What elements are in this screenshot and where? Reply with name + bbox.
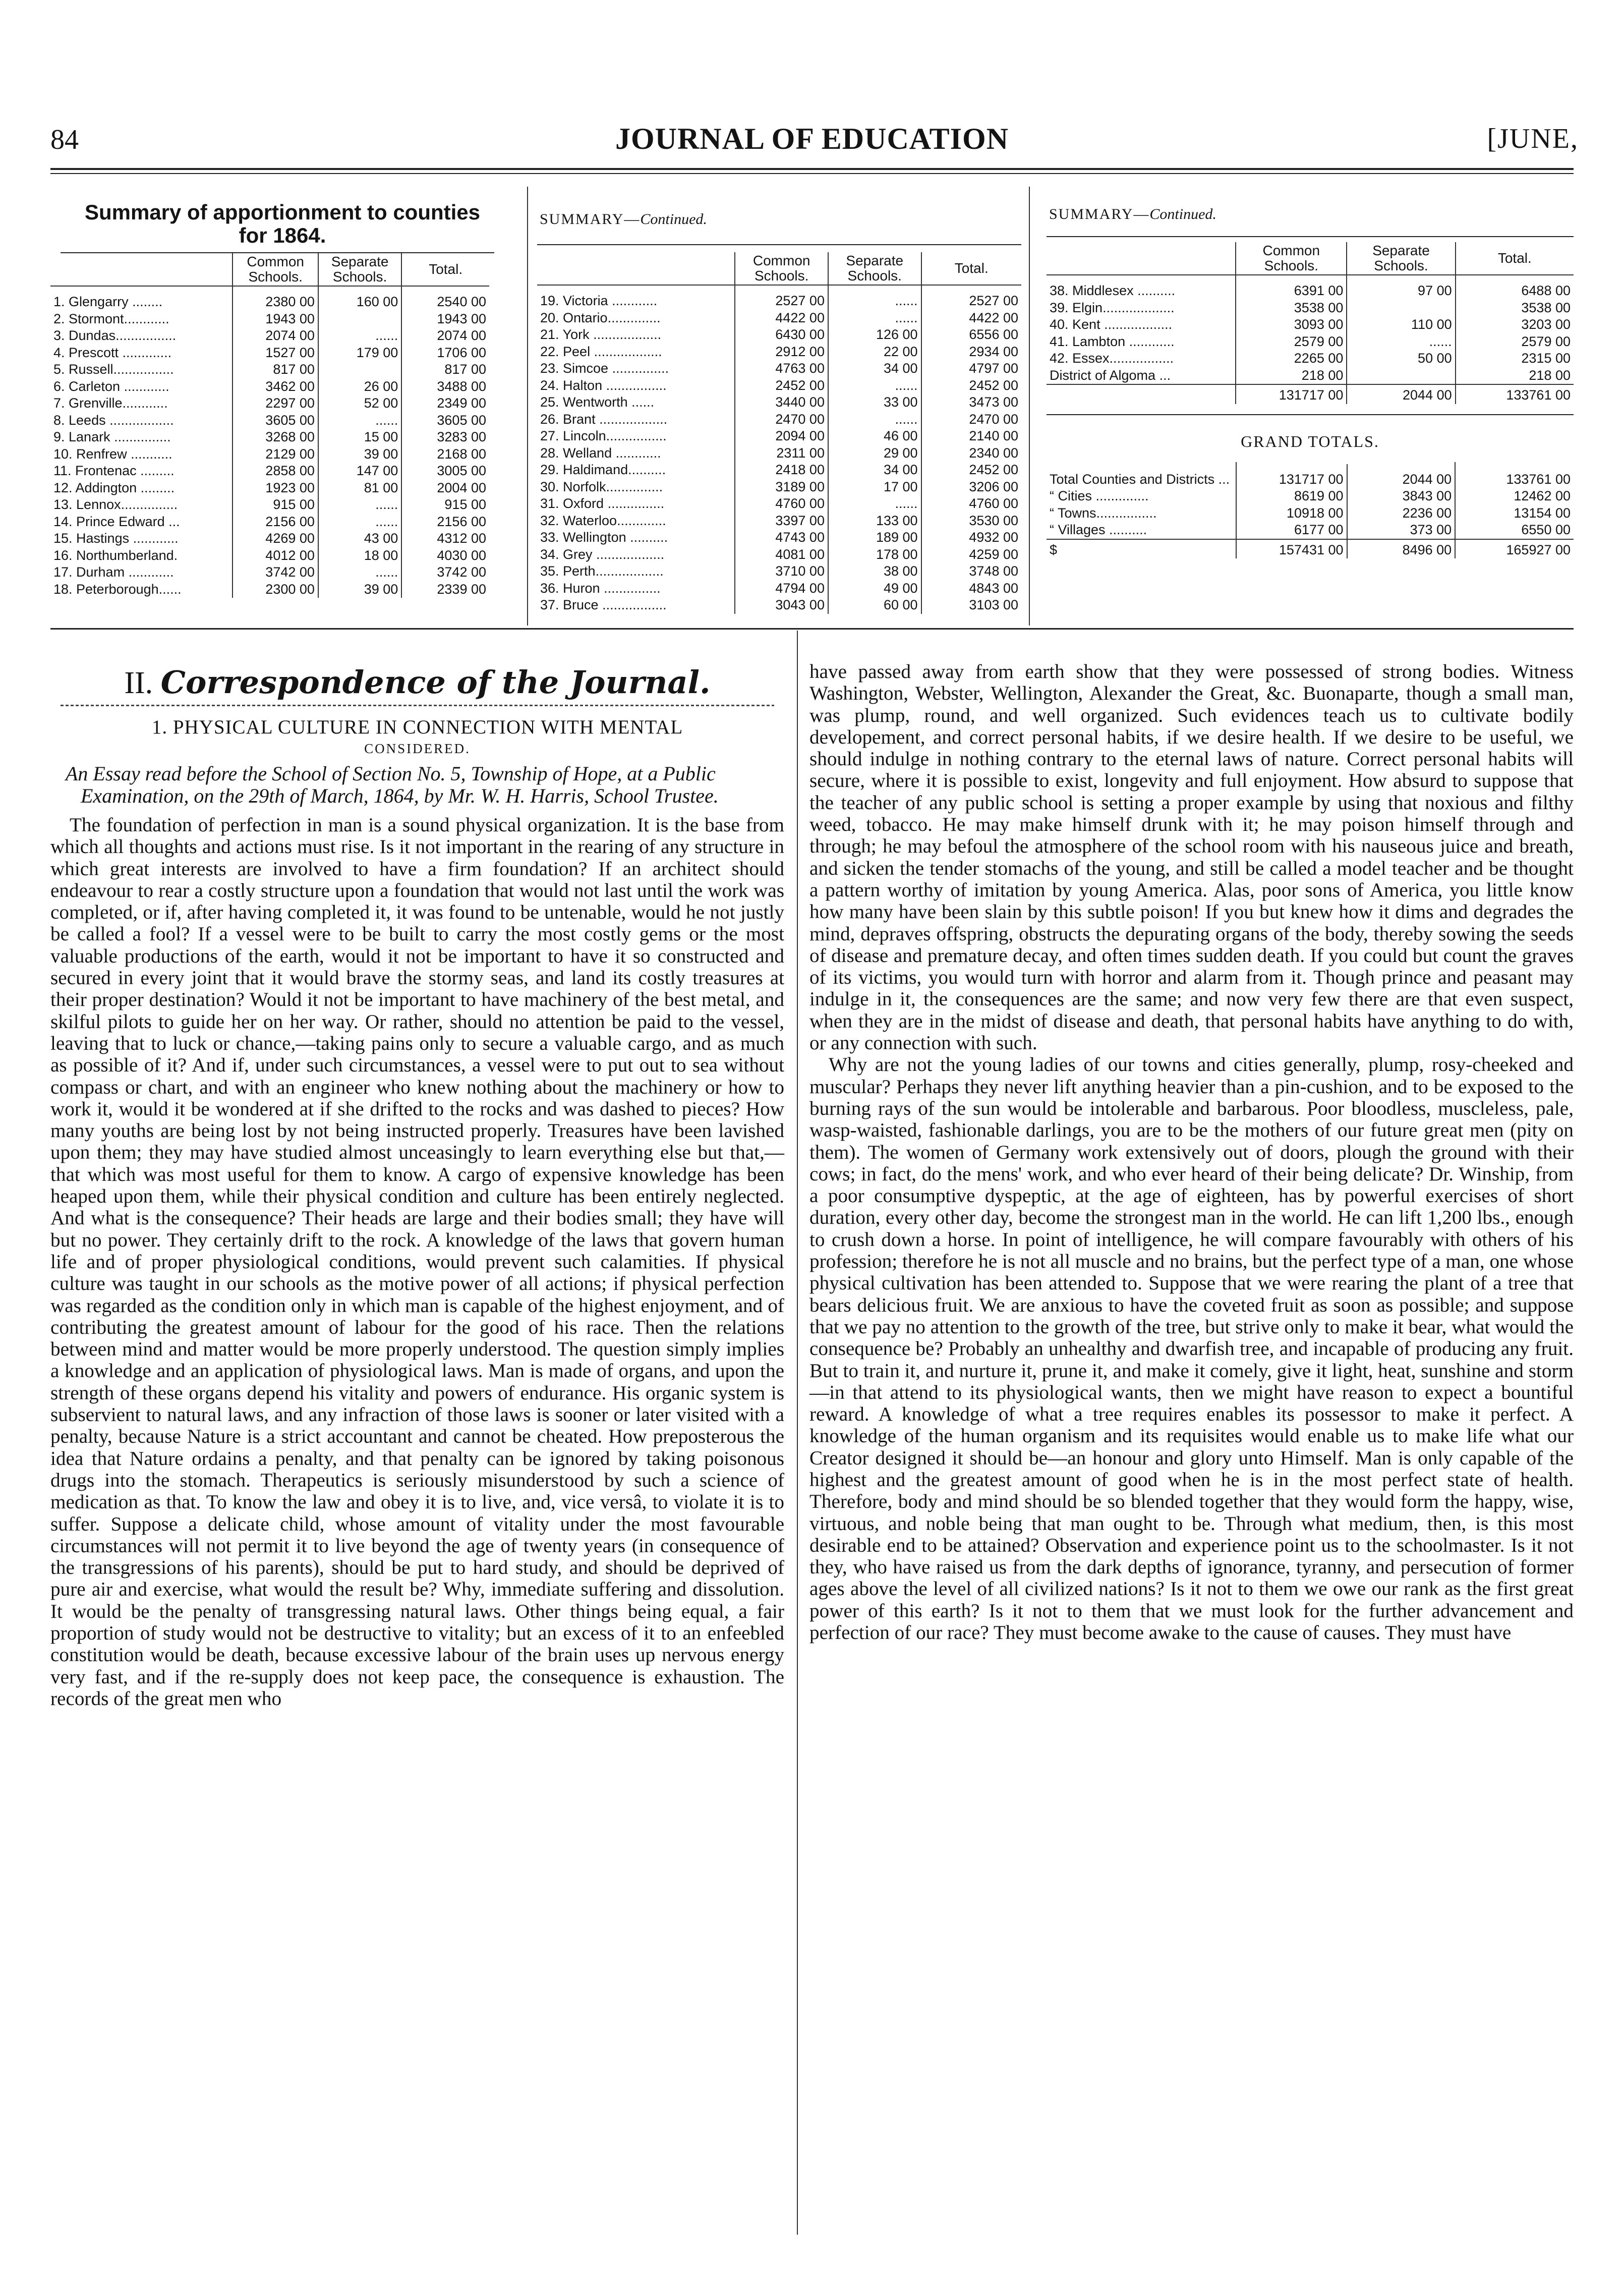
cell-value: 3605 00 <box>401 412 489 429</box>
table-row <box>1047 367 1574 385</box>
cell-value: 3742 00 <box>401 564 489 581</box>
cell-value: 12462 00 <box>1455 488 1574 505</box>
col-separate: Separate Schools. <box>1347 242 1455 275</box>
cell-value: 34 00 <box>828 360 921 377</box>
cell-value: 218 00 <box>1456 367 1574 385</box>
table-row <box>1047 539 1574 559</box>
cell-value: ...... <box>318 564 401 581</box>
row-label: 38. Middlesex .......... <box>1050 283 1176 298</box>
row-label: 9. Lanark ............... <box>53 429 171 444</box>
row-label: 21. York .................. <box>540 327 662 342</box>
cell-value: 46 00 <box>828 428 921 445</box>
cell-value: 4794 00 <box>735 580 828 597</box>
row-label: 22. Peel .................. <box>540 344 662 359</box>
cell-value: 8619 00 <box>1236 488 1347 505</box>
row-label: 30. Norfolk............... <box>540 479 663 494</box>
cell-value: 2074 00 <box>233 327 318 345</box>
cell-value: 915 00 <box>401 496 489 514</box>
cell-value: 2297 00 <box>233 395 318 412</box>
row-label: 26. Brant .................. <box>540 411 668 427</box>
table-row <box>537 495 1021 513</box>
table-row <box>537 360 1021 377</box>
cell-value: ...... <box>828 285 921 310</box>
cell-value <box>318 361 401 378</box>
table-row <box>537 344 1021 361</box>
cell-value: 2470 00 <box>921 411 1021 428</box>
cell-value: 3440 00 <box>735 394 828 411</box>
cell-value: 2452 00 <box>921 377 1021 394</box>
cell-value: 3203 00 <box>1456 316 1574 333</box>
cell-value: 15 00 <box>318 429 401 446</box>
left-column <box>50 661 784 1710</box>
cell-value: 2311 00 <box>735 445 828 462</box>
cell-value: 50 00 <box>1347 350 1455 367</box>
cell-value: 2452 00 <box>921 462 1021 479</box>
cell-value <box>1347 300 1455 317</box>
table-2-title: SUMMARY—Continued. <box>540 211 707 228</box>
cell-value: 3473 00 <box>921 394 1021 411</box>
cell-value: 4422 00 <box>921 310 1021 327</box>
row-label: 31. Oxford ............... <box>540 496 665 511</box>
cell-value: 3843 00 <box>1347 488 1456 505</box>
row-label: 23. Simcoe ............... <box>540 361 669 376</box>
cell-value: ...... <box>318 514 401 531</box>
cell-value: 52 00 <box>318 395 401 412</box>
cell-value: 4269 00 <box>233 530 318 547</box>
cell-value: 6550 00 <box>1455 522 1574 539</box>
cell-value: 131717 00 <box>1236 464 1347 488</box>
table-row <box>537 310 1021 327</box>
row-label: 11. Frontenac ......... <box>53 463 175 478</box>
cell-value: 133761 00 <box>1456 384 1574 404</box>
table-divider <box>1029 187 1030 626</box>
row-label: 41. Lambton ............ <box>1050 333 1175 349</box>
cell-value: 218 00 <box>1236 367 1347 385</box>
cell-value: 2527 00 <box>921 285 1021 310</box>
cell-value: 179 00 <box>318 345 401 362</box>
table-row <box>50 412 489 429</box>
cell-value: ...... <box>828 377 921 394</box>
row-label: 2. Stormont............ <box>53 311 169 326</box>
cell-value: 2349 00 <box>401 395 489 412</box>
cell-value: 3103 00 <box>921 597 1021 614</box>
table-row <box>50 345 489 362</box>
row-label: 42. Essex................. <box>1050 351 1174 366</box>
cell-value: 1943 00 <box>401 311 489 328</box>
cell-value: 6177 00 <box>1236 522 1347 539</box>
cell-value: 147 00 <box>318 463 401 480</box>
cell-value: 81 00 <box>318 480 401 497</box>
row-label: 40. Kent .................. <box>1050 317 1173 332</box>
table-row <box>537 479 1021 496</box>
row-label: 12. Addington ......... <box>53 480 175 495</box>
cell-value: 3268 00 <box>233 429 318 446</box>
cell-value: 2265 00 <box>1236 350 1347 367</box>
cell-value <box>1347 367 1455 385</box>
col-common: Common Schools. <box>735 252 828 285</box>
issue-month: [JUNE, <box>1487 123 1579 154</box>
cell-value: 49 00 <box>828 580 921 597</box>
cell-value: 6391 00 <box>1236 275 1347 300</box>
cell-value: 2140 00 <box>921 428 1021 445</box>
cell-value: 2380 00 <box>233 286 318 311</box>
left-body <box>50 814 784 1710</box>
row-label: 20. Ontario.............. <box>540 310 661 325</box>
table-row <box>50 378 489 395</box>
cell-value: 43 00 <box>318 530 401 547</box>
cell-value: 3748 00 <box>921 563 1021 580</box>
cell-value: 1527 00 <box>233 345 318 362</box>
row-label: 14. Prince Edward ... <box>53 514 180 529</box>
section-rule <box>50 628 1574 630</box>
row-label: 28. Welland ............ <box>540 445 661 461</box>
table-row <box>50 327 489 345</box>
cell-value: 2044 00 <box>1347 384 1455 404</box>
cell-value: 3462 00 <box>233 378 318 395</box>
cell-value: 2340 00 <box>921 445 1021 462</box>
cell-value: 133 00 <box>828 513 921 530</box>
table-row <box>537 326 1021 344</box>
cell-value: 2540 00 <box>401 286 489 311</box>
section-title: Correspondence of the Journal. <box>160 664 711 701</box>
page-header <box>50 122 1579 159</box>
right-body <box>809 661 1574 1643</box>
cell-value: 26 00 <box>318 378 401 395</box>
cell-value: 2074 00 <box>401 327 489 345</box>
cell-value: 2300 00 <box>233 581 318 598</box>
table-1-title: Summary of apportionment to counties for 1864. <box>84 200 481 247</box>
cell-value: 3005 00 <box>401 463 489 480</box>
cell-value: 2156 00 <box>401 514 489 531</box>
row-label: 25. Wentworth ...... <box>540 394 655 410</box>
table-row <box>537 377 1021 394</box>
cell-value: 3397 00 <box>735 513 828 530</box>
table-row <box>537 580 1021 597</box>
table-row <box>50 581 489 598</box>
cell-value: 6556 00 <box>921 326 1021 344</box>
cell-value: 2934 00 <box>921 344 1021 361</box>
column-divider <box>797 631 798 2235</box>
cell-value: 1923 00 <box>233 480 318 497</box>
col-common: Common Schools. <box>1236 242 1347 275</box>
table-row <box>537 428 1021 445</box>
row-label: Total Counties and Districts ... <box>1050 471 1230 487</box>
cell-value: 915 00 <box>233 496 318 514</box>
cell-value: 4932 00 <box>921 529 1021 546</box>
cell-value: 39 00 <box>318 581 401 598</box>
row-label: 5. Russell................ <box>53 362 174 377</box>
cell-value: 2912 00 <box>735 344 828 361</box>
body-paragraph: Why are not the young ladies of our towns and cities generally, plump, rosy-cheeked and muscular? Perhaps they never lift anything heavier than a pin-cushion, and to be exposed to the burning rays of the sun would be intolerable and barbarous. Poor bloodless, muscleless, pale, wasp-waisted, fashionable darlings, you are to be the mothers of our future great men (pity on them). The women of Germany work extensively out of doors, plough the ground with their cows; in fact, do the mens' work, and who ever heard of their being delicate? Dr. Winship, from a poor consumptive dyspeptic, at the age of eighteen, has by powerful exercises of short duration, every other day, become the strongest man in the world. He can lift 1,200 lbs., enough to crush down a horse. In point of intelligence, he will compare favourably with others of his profession; therefore he is not all muscle and no brains, but the perfect type of a man, one whose physical cultivation has been attended to. Suppose that we were rearing the plant of a tree that bears delicious fruit. We are anxious to have the coveted fruit as soon as possible; and suppose that we pay no attention to the growth of the tree, but strive only to make it bear, what would the consequence be? Probably an unhealthy and dwarfish tree, and incapable of producing any fruit. But to train it, and nurture it, prune it, and make it comely, give it light, heat, sunshine and storm—in that attend to its physiological wants, then we might have reason to expect a bountiful reward. A knowledge of what a tree requires enables its possessor to make it perfect. A knowledge of the human organism and its requisites would enable us to make life what our Creator designed it should be—an honour and glory unto Himself. Man is only capable of the highest and the greatest amount of good when he is in the most perfect state of health. Therefore, body and mind should be so blended together that they would form the happy, wise, virtuous, and noble being that man ought to be. Through what medium, then, is this most desirable end to be attained? Observation and experience point us to the schoolmaster. Is it not they, who have raised us from the dark depths of ignorance, tyranny, and persecution of former ages above the level of all civilized nations? Is it not to them we owe our rank as the first great power of this earth? Is it not to them that we must look for the further advancement and perfection of our race? They must become awake to the cause of causes. They must have <box>809 1054 1574 1644</box>
table-row <box>537 285 1021 310</box>
apportionment-table-1 <box>50 187 514 598</box>
cell-value: ...... <box>828 411 921 428</box>
cell-value: 4797 00 <box>921 360 1021 377</box>
cell-value: 2156 00 <box>233 514 318 531</box>
table-row <box>537 563 1021 580</box>
cell-value: 2094 00 <box>735 428 828 445</box>
cell-value: 2579 00 <box>1456 333 1574 351</box>
cell-value: 3206 00 <box>921 479 1021 496</box>
table-row <box>537 513 1021 530</box>
cell-value: 110 00 <box>1347 316 1455 333</box>
col-total: Total. <box>1456 242 1574 275</box>
table-row <box>537 597 1021 614</box>
cell-value: 3043 00 <box>735 597 828 614</box>
body-paragraph: have passed away from earth show that they were possessed of strong bodies. Witness Washington, Webster, Wellington, Alexander the Great, &c. Buonaparte, though a small man, was plump, round, and well organized. Such evidences teach us to cultivate bodily developement, and correct personal habits, if we desire health. If we desire to be useful, we should indulge in nothing contrary to the eternal laws of nature. Correct personal habits will secure, where it is possible to exist, longevity and full enjoyment. How absurd to suppose that the teacher of any public school is setting a proper example by using that noxious and filthy weed, tobacco. He may make himself drunk with it; he may poison himself through and through; he may befoul the atmosphere of the school room with his nauseous juice and breath, and sicken the tender stomachs of the young, and still be called a model teacher and be thought a pattern worthy of imitation by young America. Alas, poor sons of America, you little know how many have been slain by this subtle poison! If you but knew how it dims and degrades the mind, depraves offspring, obstructs the depurating organs of the body, thereby sowing the seeds of disease and premature decay, and often times sudden death. If you could but count the graves of its victims, you would turn with horror and alarm from it. Though prince and peasant may indulge in it, the consequences are the same; and now very few there are that even suspect, when they are in the midst of disease and death, that personal habits have anything to do with, or any connection with such. <box>809 661 1574 1054</box>
row-label: 39. Elgin................... <box>1050 300 1175 315</box>
cell-value: 3488 00 <box>401 378 489 395</box>
cell-value: 3710 00 <box>735 563 828 580</box>
cell-value: 4259 00 <box>921 546 1021 563</box>
cell-value: 157431 00 <box>1236 539 1347 559</box>
cell-value: 3538 00 <box>1236 300 1347 317</box>
cell-value: 4843 00 <box>921 580 1021 597</box>
col-total: Total. <box>401 253 489 286</box>
cell-value: 17 00 <box>828 479 921 496</box>
table-divider <box>527 187 528 626</box>
col-common: Common Schools. <box>233 253 318 286</box>
cell-value: 178 00 <box>828 546 921 563</box>
table-2 <box>537 252 1021 614</box>
row-label: 17. Durham ............ <box>53 564 174 580</box>
cell-value: ...... <box>828 495 921 513</box>
table-row <box>1047 300 1574 317</box>
section-heading <box>50 665 784 701</box>
cell-value: 3605 00 <box>233 412 318 429</box>
cell-value: 2470 00 <box>735 411 828 428</box>
cell-value: 4030 00 <box>401 547 489 564</box>
cell-value: ...... <box>318 412 401 429</box>
table-row <box>537 462 1021 479</box>
cell-value: 2339 00 <box>401 581 489 598</box>
journal-title: JOURNAL OF EDUCATION <box>615 122 1009 155</box>
cell-value: 3189 00 <box>735 479 828 496</box>
article-byline: An Essay read before the School of Section No. 5, Township of Hope, at a Public Examination, on the 29th of March, 1864, by Mr. W. H. Harris, School Trustee. <box>66 762 719 807</box>
apportionment-table-3 <box>1047 187 1574 558</box>
cell-value: 13154 00 <box>1455 505 1574 522</box>
article-title: 1. PHYSICAL CULTURE IN CONNECTION WITH MENTAL <box>151 716 683 738</box>
row-label: “ Towns................ <box>1050 505 1157 521</box>
cell-value: 4760 00 <box>921 495 1021 513</box>
cell-value: 6430 00 <box>735 326 828 344</box>
cell-value: 2044 00 <box>1347 464 1456 488</box>
table-1 <box>50 253 489 598</box>
cell-value: 60 00 <box>828 597 921 614</box>
cell-value: 4760 00 <box>735 495 828 513</box>
cell-value: 29 00 <box>828 445 921 462</box>
table-row <box>1047 464 1574 488</box>
table-row <box>1047 505 1574 522</box>
cell-value: ...... <box>318 327 401 345</box>
cell-value: 22 00 <box>828 344 921 361</box>
grand-rule <box>1047 414 1574 415</box>
table-row <box>50 564 489 581</box>
table-row <box>50 463 489 480</box>
table-row <box>50 311 489 328</box>
cell-value: 6488 00 <box>1456 275 1574 300</box>
cell-value: 131717 00 <box>1236 384 1347 404</box>
right-column <box>809 661 1574 1643</box>
cell-value: 189 00 <box>828 529 921 546</box>
article-subtitle: CONSIDERED. <box>364 741 471 756</box>
row-label: 6. Carleton ............ <box>53 378 169 394</box>
table-2-title-rule <box>537 244 1021 245</box>
col-total: Total. <box>921 252 1021 285</box>
table-row <box>50 395 489 412</box>
cell-value <box>318 311 401 328</box>
row-label: 16. Northumberland. <box>53 547 178 563</box>
cell-value: 2858 00 <box>233 463 318 480</box>
table-row <box>1047 350 1574 367</box>
row-label: 1. Glengarry ........ <box>53 294 163 309</box>
table-row <box>537 411 1021 428</box>
cell-value: 2527 00 <box>735 285 828 310</box>
cell-value: 33 00 <box>828 394 921 411</box>
row-label: 13. Lennox............... <box>53 497 178 512</box>
cell-value: ...... <box>318 496 401 514</box>
table-row <box>50 480 489 497</box>
table-row <box>1047 316 1574 333</box>
cell-value: 2168 00 <box>401 446 489 463</box>
table-row <box>50 514 489 531</box>
table-row <box>1047 275 1574 300</box>
grand-totals-table <box>1047 462 1574 559</box>
cell-value: 2236 00 <box>1347 505 1456 522</box>
cell-value: 160 00 <box>318 286 401 311</box>
cell-value: 3530 00 <box>921 513 1021 530</box>
row-label: 32. Waterloo............. <box>540 513 666 528</box>
row-label: 33. Wellington .......... <box>540 530 668 545</box>
cell-value: 126 00 <box>828 326 921 344</box>
row-label: 34. Grey .................. <box>540 546 665 562</box>
cell-value: 817 00 <box>233 361 318 378</box>
row-label: 7. Grenville............ <box>53 395 168 411</box>
table-row <box>537 445 1021 462</box>
cell-value: 1706 00 <box>401 345 489 362</box>
row-label: “ Villages .......... <box>1050 522 1147 537</box>
table-row <box>50 361 489 378</box>
cell-value: 4743 00 <box>735 529 828 546</box>
cell-value: 373 00 <box>1347 522 1456 539</box>
cell-value: 2129 00 <box>233 446 318 463</box>
cell-value: 10918 00 <box>1236 505 1347 522</box>
apportionment-table-2 <box>537 187 1021 614</box>
row-label: 29. Haldimand.......... <box>540 462 666 477</box>
table-3 <box>1047 242 1574 404</box>
row-label: 37. Bruce ................. <box>540 597 667 612</box>
ornamental-rule <box>61 705 774 706</box>
row-label: 27. Lincoln................ <box>540 428 667 443</box>
cell-value: 18 00 <box>318 547 401 564</box>
cell-value: ...... <box>1347 333 1455 351</box>
table-row <box>537 529 1021 546</box>
table-row <box>537 394 1021 411</box>
table-3-title: SUMMARY—Continued. <box>1049 206 1216 222</box>
body-paragraph: The foundation of perfection in man is a sound physical organization. It is the base from which all thoughts and actions must rise. Is it not important in the rearing of any structure in which great interests are involved to have a firm foundation? If an architect should endeavour to rear a costly structure upon a foundation that would not last until the work was completed, or if, after having completed it, it was found to be untenable, would he not justly be called a fool? If a vessel were to be built to carry the most costly gems or the most valuable productions of the earth, would it not be important to have it so constructed and secured in every joint that it would brave the stormy seas, and land its costly treasures at their proper destination? Would it not be important to have machinery of the best metal, and skilful pilots to guide her on her way. Or rather, should no attention be paid to the vessel, leaving that to luck or chance,—taking pains only to secure a valuable cargo, and as much as possible of it? And if, under such circumstances, a vessel were to put out to sea without compass or chart, and with an engineer who knew nothing about the machinery or how to work it, would it be wondered at if she drifted to the rocks and was dashed to pieces? How many youths are being lost by not being instructed properly. Treasures have been lavished upon them; they may have studied almost unceasingly to learn everything else but that,—that which was most useful for them to know. A cargo of expensive knowledge has been heaped upon them, while their physical condition and culture has been entirely neglected. And what is the consequence? Their heads are large and their bodies small; they have will but no power. They certainly drift to the rock. A knowledge of the laws that govern human life and of proper physiological conditions, would prevent such calamities. If physical culture was taught in our schools as the motive power of all actions; if physical perfection was regarded as the condition only in which man is capable of the highest enjoyment, and of contributing the greatest amount of labour for the good of his race. Then the relations between mind and matter would be more properly understood. The question simply implies a knowledge and an application of physiological laws. Man is made of organs, and upon the strength of these organs depend his vitality and powers of endurance. His organic system is subservient to natural laws, and any infraction of those laws is sooner or later visited with a penalty, because Nature is a strict accountant and cannot be cheated. How preposterous the idea that Nature ordains a penalty, and that penalty can be ignored by taking poisonous drugs into the stomach. Therapeutics is seriously misunderstood by such a science of medication as that. To know the law and obey it is to live, and, vice versâ, to violate it is to suffer. Suppose a delicate child, whose amount of vitality under the most favourable circumstances will not permit it to live beyond the age of twenty years (in consequence of the transgressions of his parents), should be put to hard study, and should be deprived of pure air and exercise, what would the result be? Why, immediate suffering and dissolution. It would be the penalty of transgressing natural laws. Other things being equal, a fair proportion of study would not be destructive to vitality; but an excess of it to an enfeebled constitution would be death, because excessive labour of the brain uses up nervous energy very fast, and if the re-supply does not keep pace, the consequence is exhaustion. The records of the great men who <box>50 814 784 1710</box>
row-label <box>1047 384 1236 404</box>
table-row <box>1047 333 1574 351</box>
header-rule-thin <box>50 173 1574 174</box>
cell-value: 1943 00 <box>233 311 318 328</box>
grand-totals-title: GRAND TOTALS. <box>1241 432 1379 450</box>
table-1-title-rule <box>61 252 494 253</box>
row-label: 24. Halton ................ <box>540 377 667 393</box>
cell-value: 4012 00 <box>233 547 318 564</box>
row-label: 3. Dundas................ <box>53 328 177 343</box>
table-row <box>50 547 489 564</box>
table-row <box>50 530 489 547</box>
row-label: 15. Hastings ............ <box>53 531 179 546</box>
row-label: 35. Perth.................. <box>540 563 664 579</box>
cell-value: 97 00 <box>1347 275 1455 300</box>
table-row <box>50 286 489 311</box>
header-rule <box>50 168 1574 170</box>
cell-value: 2579 00 <box>1236 333 1347 351</box>
cell-value: 4081 00 <box>735 546 828 563</box>
cell-value: ...... <box>828 310 921 327</box>
cell-value: 3283 00 <box>401 429 489 446</box>
table-row <box>537 546 1021 563</box>
row-label: 8. Leeds ................. <box>53 412 174 428</box>
cell-value: 3093 00 <box>1236 316 1347 333</box>
cell-value: 38 00 <box>828 563 921 580</box>
cell-value: 8496 00 <box>1347 539 1456 559</box>
cell-value: 3538 00 <box>1456 300 1574 317</box>
row-label: 4. Prescott ............. <box>53 345 172 360</box>
cell-value: 2452 00 <box>735 377 828 394</box>
cell-value: 4763 00 <box>735 360 828 377</box>
section-numeral: II. <box>124 666 153 700</box>
row-label: 18. Peterborough...... <box>53 581 182 597</box>
cell-value: 3742 00 <box>233 564 318 581</box>
row-label: 10. Renfrew ........... <box>53 446 172 462</box>
cell-value: 2004 00 <box>401 480 489 497</box>
table-3-title-rule <box>1047 236 1574 237</box>
cell-value: 165927 00 <box>1455 539 1574 559</box>
table-row <box>50 429 489 446</box>
table-row <box>1047 488 1574 505</box>
table-row <box>50 446 489 463</box>
cell-value: 2315 00 <box>1456 350 1574 367</box>
cell-value: 4312 00 <box>401 530 489 547</box>
cell-value: 34 00 <box>828 462 921 479</box>
table-row <box>1047 522 1574 539</box>
cell-value: 2418 00 <box>735 462 828 479</box>
cell-value: 133761 00 <box>1455 464 1574 488</box>
table-row <box>50 496 489 514</box>
row-label: 36. Huron ............... <box>540 580 661 596</box>
col-separate: Separate Schools. <box>828 252 921 285</box>
cell-value: 817 00 <box>401 361 489 378</box>
cell-value: 39 00 <box>318 446 401 463</box>
row-label: $ <box>1047 539 1236 559</box>
table-row <box>1047 384 1574 404</box>
row-label: 19. Victoria ............ <box>540 293 658 308</box>
page-number: 84 <box>50 124 79 155</box>
row-label: District of Algoma ... <box>1050 367 1171 383</box>
col-separate: Separate Schools. <box>318 253 401 286</box>
row-label: “ Cities .............. <box>1050 488 1149 503</box>
cell-value: 4422 00 <box>735 310 828 327</box>
